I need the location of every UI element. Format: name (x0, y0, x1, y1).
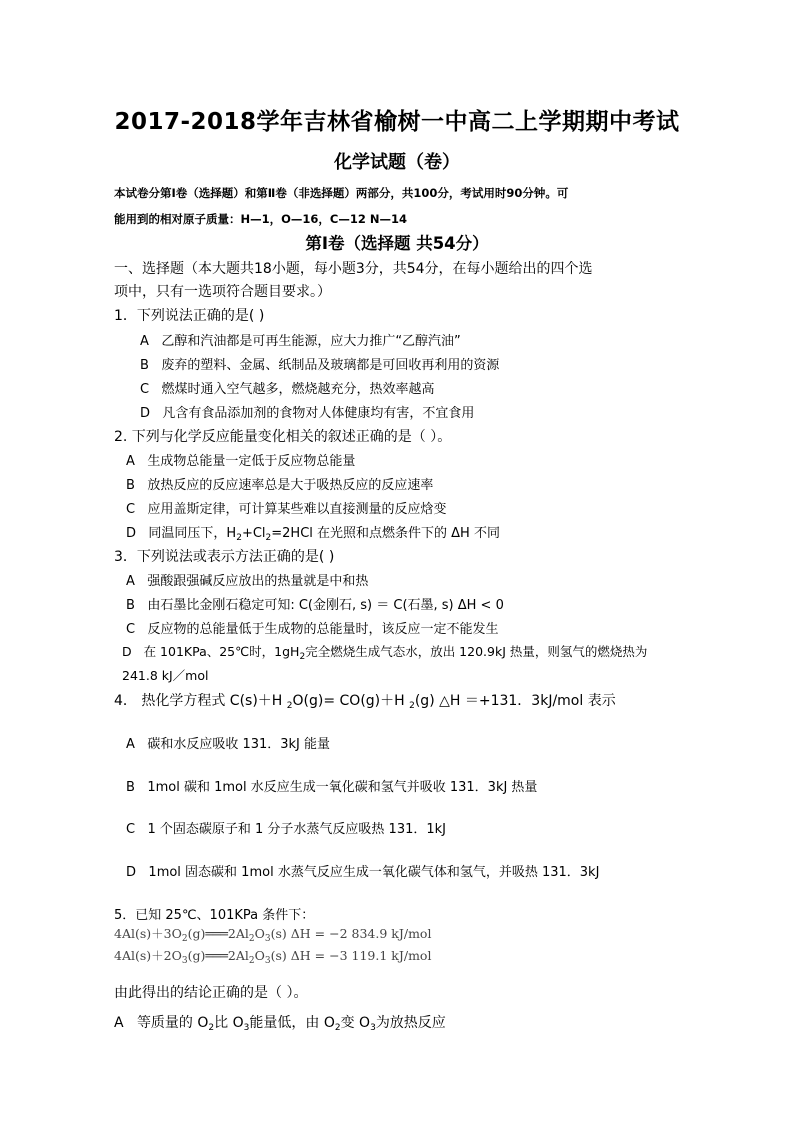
question-5-conclusion: 由此得出的结论正确的是（ ）。 (114, 985, 308, 1001)
question-4-option-d: D 1mol 固态碳和 1mol 水蒸气反应生成一氧化碳气体和氢气，并吸热 131．3kJ (126, 865, 600, 880)
question-3-option-c: C 反应物的总能量低于生成物的总能量时，该反应一定不能发生 (126, 622, 499, 637)
question-3-option-a: A 强酸跟强碱反应放出的热量就是中和热 (126, 574, 369, 589)
question-3-stem: 3．下列说法或表示方法正确的是( ) (114, 549, 335, 565)
intro-line: 本试卷分第Ⅰ卷（选择题）和第Ⅱ卷（非选择题）两部分，共100分，考试用时90分钟。可 (114, 186, 569, 200)
question-5-option-a: A 等质量的 $O_2$比 $O_3$能量低，由 $O_2$变 $O_3$为放热反应 (114, 1015, 446, 1033)
question-2-option-c: C 应用盖斯定律，可计算某些难以直接测量的反应焓变 (126, 502, 447, 517)
question-1-option-d: D 凡含有食品添加剂的食物对人体健康均有害，不宜食用 (140, 406, 475, 421)
question-5-equation-2: $4Al(s)+2O_3(g)═══2Al_2O_3(s) \Delta H = -3$ 119.1 kJ/mol (114, 948, 432, 966)
section-heading: 第Ⅰ卷（选择题 共54分） (305, 234, 489, 253)
question-1-option-c: C 燃煤时通入空气越多，燃烧越充分，热效率越高 (140, 382, 435, 397)
question-4-option-b: B 1mol 碳和 1mol 水反应生成一氧化碳和氢气并吸收 131．3kJ 热量 (126, 780, 538, 795)
question-4-option-a: A 碳和水反应吸收 131．3kJ 能量 (126, 737, 331, 752)
question-4-stem: 4． 热化学方程式 C(s)＋H $_2$O(g)= CO(g)＋H $_2$(g) △H ＝+131．3kJ/mol 表示 (114, 693, 616, 711)
question-2-option-b: B 放热反应的反应速率总是大于吸热反应的反应速率 (126, 478, 434, 493)
question-4-option-c: C 1 个固态碳原子和 1 分子水蒸气反应吸热 131．1kJ (126, 822, 447, 837)
page-title: 2017-2018学年吉林省榆树一中高二上学期期中考试 (114, 109, 680, 135)
question-3-option-d-continued: 241.8 kJ／mol (122, 668, 209, 683)
instruction-line: 一、选择题（本大题共18小题，每小题3分，共54分，在每小题给出的四个选 (114, 261, 593, 277)
question-2-stem: 2. 下列与化学反应能量变化相关的叙述正确的是（ ）。 (114, 429, 452, 445)
question-5-equation-1: $4Al(s)+3O_2(g)═══2Al_2O_3(s) \Delta H = -2$ 834.9 kJ/mol (114, 926, 432, 944)
question-1-option-a: A 乙醇和汽油都是可再生能源，应大力推广“乙醇汽油” (140, 334, 461, 349)
question-2-option-a: A 生成物总能量一定低于反应物总能量 (126, 454, 356, 469)
question-1-option-b: B 废弃的塑料、金属、纸制品及玻璃都是可回收再利用的资源 (140, 358, 500, 373)
question-3-option-b: B 由石墨比金刚石稳定可知: C(金刚石, s) ＝ C(石墨, s) ΔH < 0 (126, 598, 504, 613)
question-5-stem: 5．已知 25℃、101KPa 条件下： (114, 908, 315, 923)
page-subtitle: 化学试题（卷） (334, 152, 460, 173)
intro-line: 能用到的相对原子质量：H—1，O—16，C—12 N—14 (114, 212, 407, 226)
question-3-option-d: D 在 101KPa、25℃时，$1gH_2$完全燃烧生成气态水，放出 120.9kJ 热量，则氢气的燃烧热为 (122, 644, 648, 662)
question-1-stem: 1．下列说法正确的是( ) (114, 308, 265, 324)
instruction-line: 项中，只有一选项符合题目要求。） (114, 284, 331, 300)
question-2-option-d: D 同温同压下，$H_2+Cl_2=2HCl$ 在光照和点燃条件下的 ΔH 不同 (126, 526, 500, 543)
